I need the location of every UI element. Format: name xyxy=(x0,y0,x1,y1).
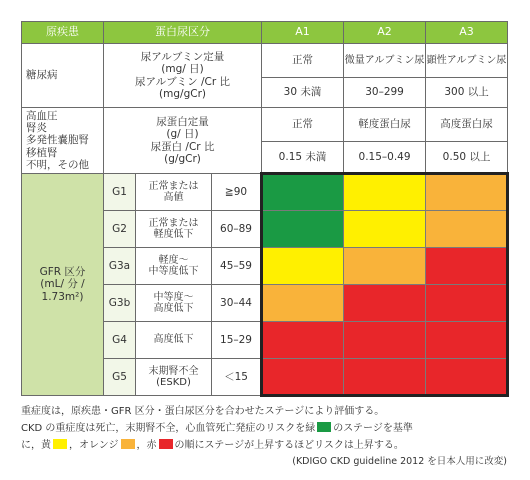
risk-cell xyxy=(262,174,344,211)
risk-cell xyxy=(426,248,508,285)
orange-swatch xyxy=(121,439,135,449)
header-a3: A3 xyxy=(426,22,508,44)
gfr-desc: 軽度～ 中等度低下 xyxy=(136,248,212,285)
gfr-code: G3b xyxy=(104,285,136,322)
yellow-swatch xyxy=(53,439,67,449)
risk-cell xyxy=(262,211,344,248)
gfr-code: G5 xyxy=(104,359,136,396)
risk-cell xyxy=(262,322,344,359)
gfr-desc: 中等度～ 高度低下 xyxy=(136,285,212,322)
risk-cell xyxy=(344,359,426,396)
green-swatch xyxy=(317,422,331,432)
a1-range-diabetes: 30 未満 xyxy=(262,78,344,108)
header-cause: 原疾患 xyxy=(22,22,104,44)
note-line-3 xyxy=(21,437,507,454)
risk-cell xyxy=(344,322,426,359)
gfr-desc: 正常または 高値 xyxy=(136,174,212,211)
risk-cell xyxy=(344,248,426,285)
gfr-code: G2 xyxy=(104,211,136,248)
risk-cell xyxy=(426,322,508,359)
gfr-desc: 正常または 軽度低下 xyxy=(136,211,212,248)
gfr-range: ≧90 xyxy=(212,174,262,211)
gfr-range: 45–59 xyxy=(212,248,262,285)
a2-label-diabetes: 微量アルブミン尿 xyxy=(344,44,426,78)
a1-range-other: 0.15 未満 xyxy=(262,142,344,174)
gfr-desc: 末期腎不全 (ESKD) xyxy=(136,359,212,396)
a1-label-other: 正常 xyxy=(262,108,344,142)
a3-label-diabetes: 顕性アルブミン尿 xyxy=(426,44,508,78)
a2-range-diabetes: 30–299 xyxy=(344,78,426,108)
measure-other: 尿蛋白定量 (g/ 日) 尿蛋白 /Cr 比 (g/gCr) xyxy=(104,108,262,174)
cause-other: 高血圧 腎炎 多発性嚢胞腎 移植腎 不明，その他 xyxy=(22,108,104,174)
gfr-category-label: GFR 区分 (mL/ 分 / 1.73m²) xyxy=(22,174,104,396)
risk-cell xyxy=(426,285,508,322)
gfr-range: 60–89 xyxy=(212,211,262,248)
risk-cell xyxy=(426,174,508,211)
gfr-desc: 高度低下 xyxy=(136,322,212,359)
a2-range-other: 0.15–0.49 xyxy=(344,142,426,174)
note-line-2a: CKD の重症度は死亡，末期腎不全，心血管死亡発症のリスクを緑 xyxy=(21,423,316,434)
gfr-range: 15–29 xyxy=(212,322,262,359)
note-line-2b: のステージを基準 xyxy=(333,423,413,434)
ckd-table xyxy=(21,21,509,397)
risk-cell xyxy=(344,211,426,248)
risk-cell xyxy=(426,211,508,248)
note-line-2 xyxy=(21,420,507,437)
risk-cell xyxy=(262,248,344,285)
notes xyxy=(21,403,507,470)
gfr-range: ＜15 xyxy=(212,359,262,396)
a2-label-other: 軽度蛋白尿 xyxy=(344,108,426,142)
ckd-heatmap-figure xyxy=(21,21,507,470)
note-line-1: 重症度は，原疾患・GFR 区分・蛋白尿区分を合わせたステージにより評価する。 xyxy=(21,406,385,417)
gfr-code: G3a xyxy=(104,248,136,285)
risk-cell xyxy=(262,285,344,322)
gfr-code: G4 xyxy=(104,322,136,359)
gfr-code: G1 xyxy=(104,174,136,211)
note-line-3b: ，オレンジ xyxy=(69,440,119,451)
a1-label-diabetes: 正常 xyxy=(262,44,344,78)
a3-range-other: 0.50 以上 xyxy=(426,142,508,174)
note-line-3a: に，黄 xyxy=(21,440,51,451)
header-a1: A1 xyxy=(262,22,344,44)
risk-cell xyxy=(344,285,426,322)
red-swatch xyxy=(159,439,173,449)
cause-diabetes: 糖尿病 xyxy=(22,44,104,108)
a3-label-other: 高度蛋白尿 xyxy=(426,108,508,142)
a3-range-diabetes: 300 以上 xyxy=(426,78,508,108)
measure-diabetes: 尿アルブミン定量 (mg/ 日) 尿アルブミン /Cr 比 (mg/gCr) xyxy=(104,44,262,108)
note-line-3c: ，赤 xyxy=(136,440,157,451)
header-a2: A2 xyxy=(344,22,426,44)
gfr-range: 30–44 xyxy=(212,285,262,322)
risk-cell xyxy=(344,174,426,211)
risk-cell xyxy=(426,359,508,396)
source-note: (KDIGO CKD guideline 2012 を日本人用に改変) xyxy=(292,456,507,467)
header-proteinuria: 蛋白尿区分 xyxy=(104,22,262,44)
note-line-3d: の順にステージが上昇するほどリスクは上昇する。 xyxy=(174,440,404,451)
risk-cell xyxy=(262,359,344,396)
